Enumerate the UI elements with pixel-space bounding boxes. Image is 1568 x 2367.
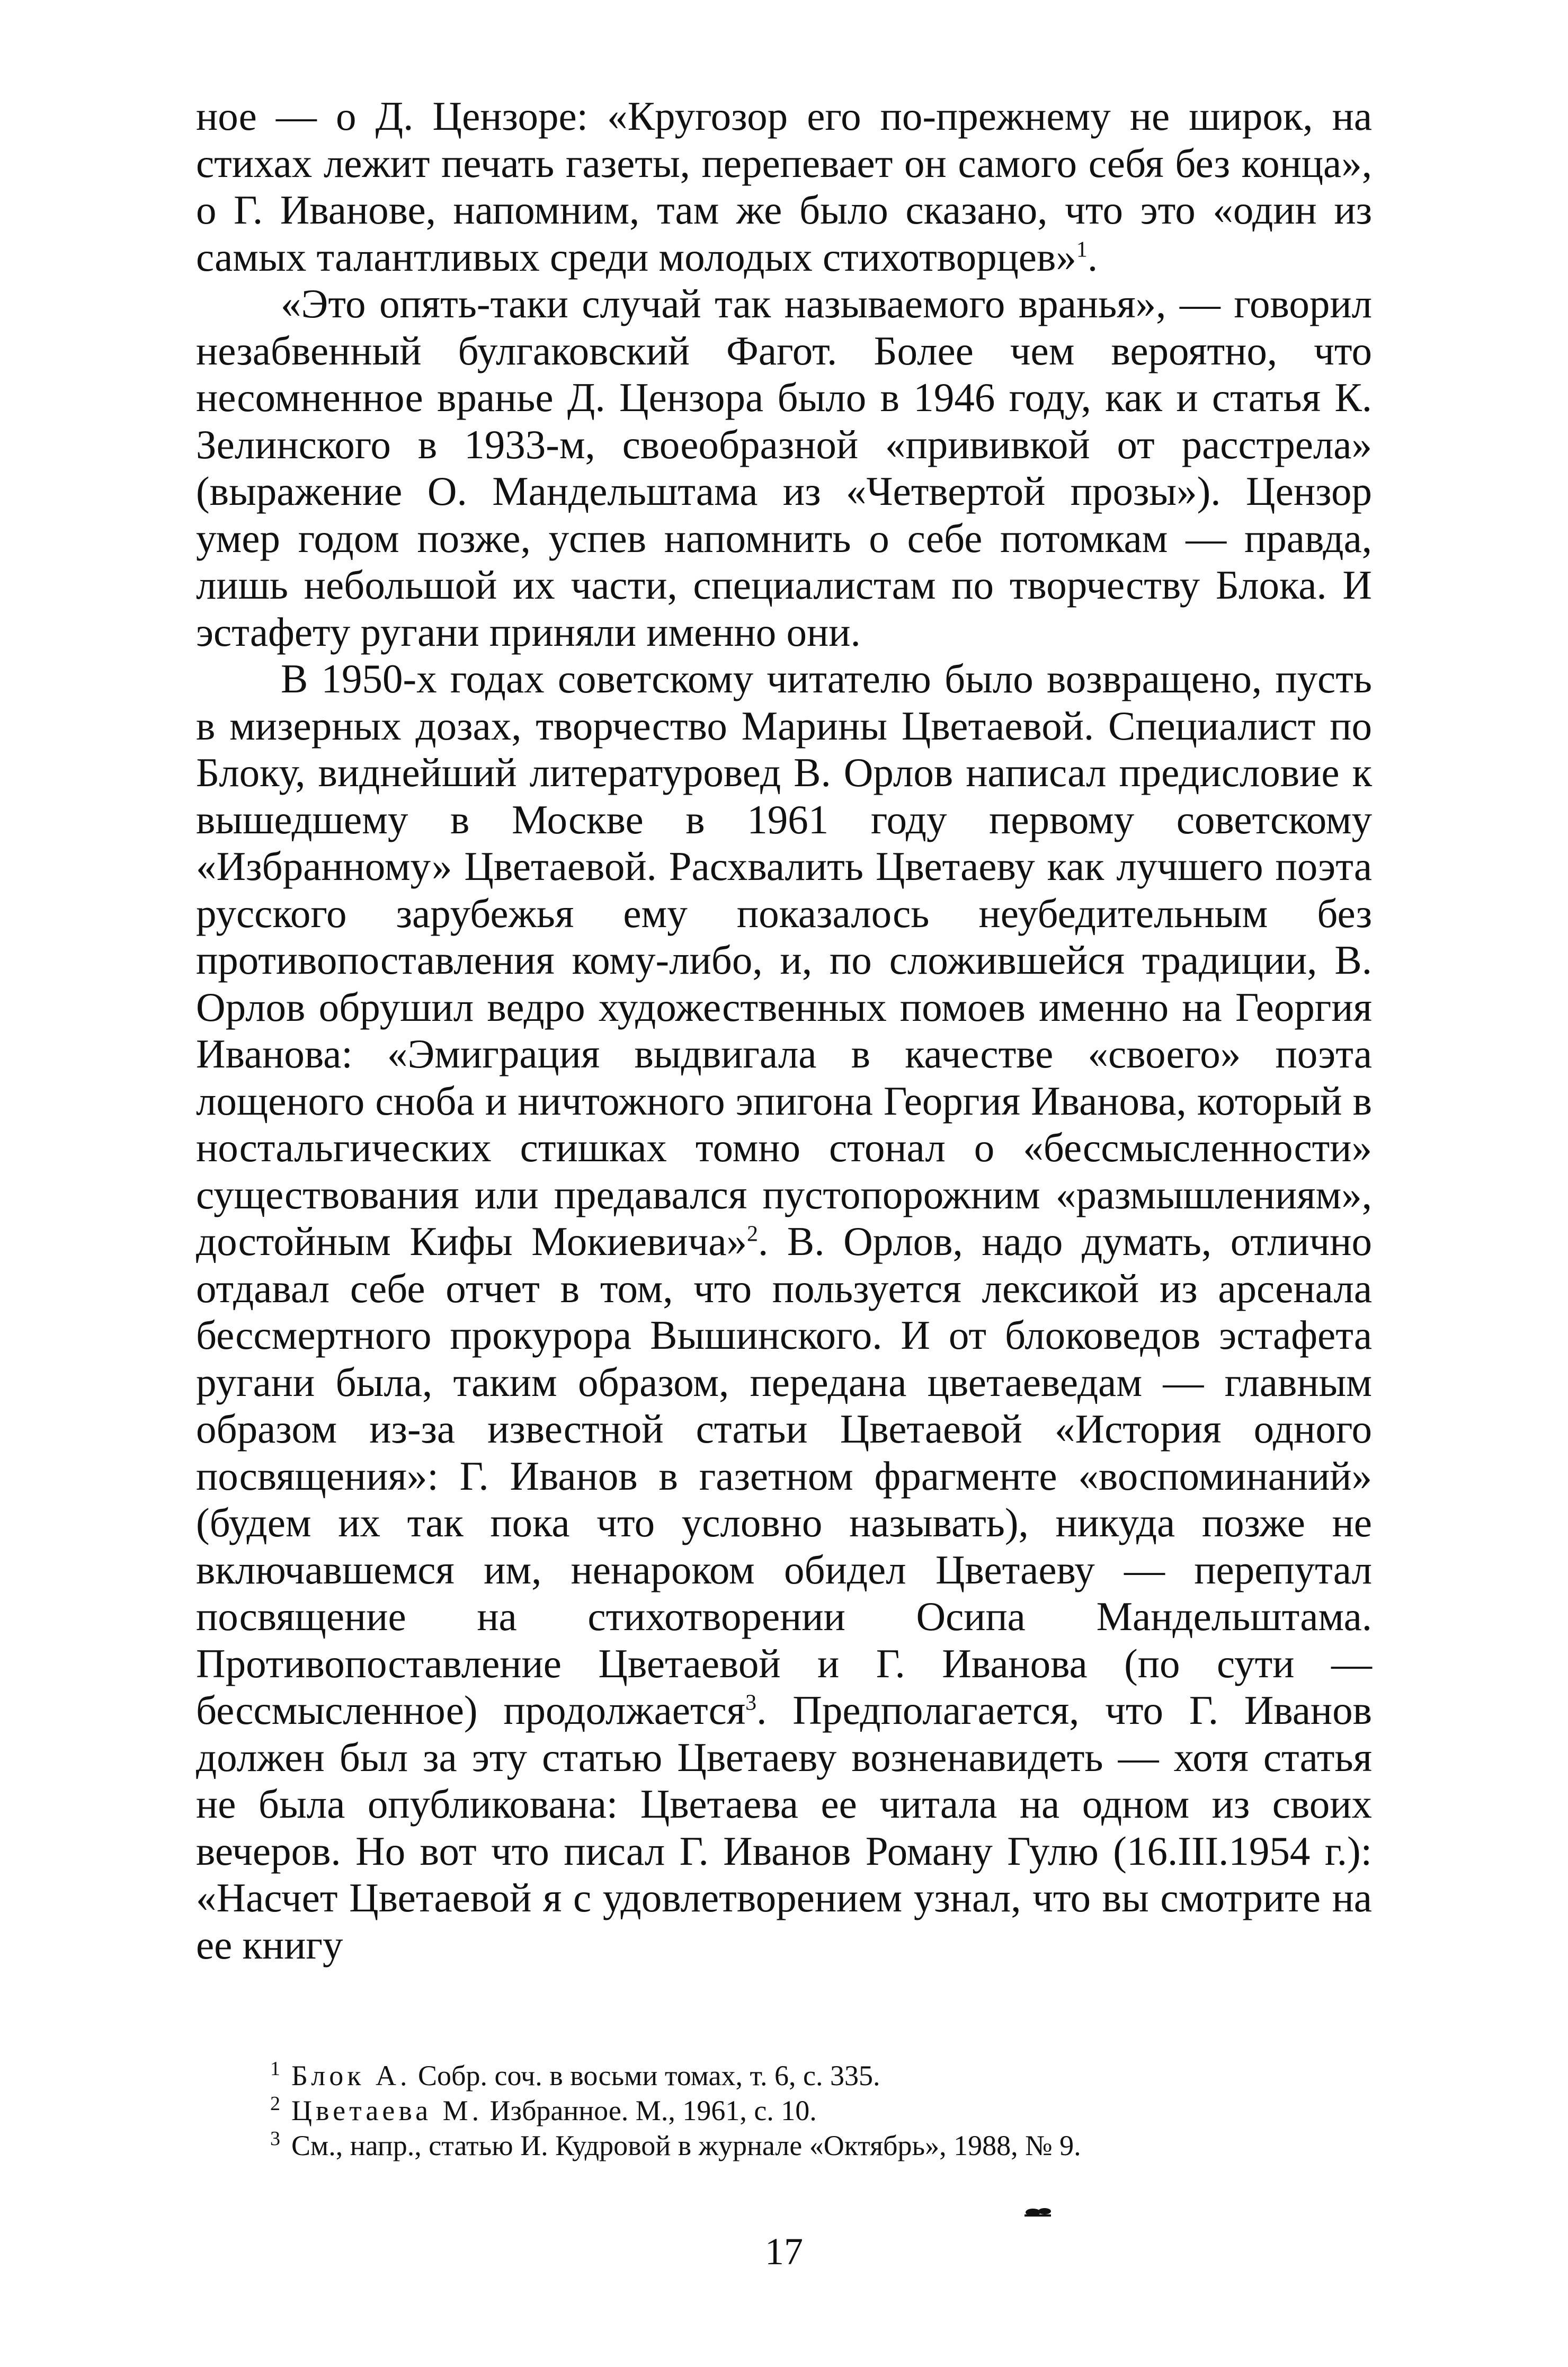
paragraph-text: ное — о Д. Цензоре: «Кругозор его по-прежнему не широк, на стихах лежит печать газеты, перепевает он самого себя без конца», о Г. Иванове, напомним, там же было сказано, что это «один из самых талантливых среди молодых стихотворцев» <box>196 93 1372 280</box>
paragraph-text: «Это опять-таки случай так называемого вранья», — говорил незабвенный булгаковский Фагот. Более чем вероятно, что несомненное вранье Д. Цензора было в 1946 году, как и статья К. Зелинского в 1933-м, своеобразной «прививкой от расстрела» (выражение О. Мандельштама из «Четвертой прозы»). Цензор умер годом позже, успев напомнить о себе потомкам — правда, лишь небольшой их части, специалистам по творчеству Блока. И эстафету ругани приняли именно они. <box>196 281 1372 655</box>
paragraph-text: . Предполагается, что Г. Иванов должен был за эту статью Цветаеву возненавидеть — хотя статья не была опубликована: Цветаева ее читала на одном из своих вечеров. Но вот что писал Г. Иванов Роману Гулю (16.III.1954 г.): «Насчет Цветаевой я с удовлетворением узнал, что вы смотрите на ее книгу <box>196 1687 1372 1968</box>
footnote-text: Собр. соч. в восьми томах, т. 6, с. 335. <box>411 2060 880 2092</box>
footnote: 3 См., напр., статью И. Кудровой в журнале «Октябрь», 1988, № 9. <box>270 2128 1081 2161</box>
footnote-reference: 3 <box>745 1690 757 1715</box>
footnote: 1 Блок А. Собр. соч. в восьми томах, т. 6, с. 335. <box>270 2058 880 2092</box>
footnote-reference: 2 <box>747 1222 759 1247</box>
paragraph-text: В 1950-х годах советскому читателю было возвращено, пусть в мизерных дозах, творчество Марины Цветаевой. Специалист по Блоку, виднейший литературовед В. Орлов написал предисловие к вышедшему в Москве в 1961 году первому советскому «Избранному» Цветаевой. Расхвалить Цветаеву как лучшего поэта русского зарубежья ему показалось неубедительным без противопоставления кому-либо, и, по сложившейся традиции, В. Орлов обрушил ведро художественных помоев именно на Георгия Иванова: «Эмиграция выдвигала в качестве «своего» поэта лощеного сноба и ничтожного эпигона Георгия Иванова, который в ностальгических стишках томно стонал о «бессмысленности» существования или предавался пустопорожним «размышлениям», достойным Кифы Мокиевича» <box>196 656 1372 1264</box>
printer-ornament-icon <box>1022 2204 1054 2220</box>
paragraph <box>196 655 1372 1968</box>
footnotes <box>270 2058 1330 2163</box>
footnote: 2 Цветаева М. Избранное. М., 1961, с. 10. <box>270 2093 817 2126</box>
footnote-text: Избранное. М., 1961, с. 10. <box>483 2095 817 2126</box>
footnote-reference: 1 <box>1076 237 1088 262</box>
paragraph-text: . <box>1087 234 1098 280</box>
paragraph <box>196 93 1372 280</box>
footnote-text: См., напр., статью И. Кудровой в журнале «Октябрь», 1988, № 9. <box>291 2130 1081 2161</box>
footnote-author: Цветаева М. <box>291 2095 483 2126</box>
paragraph-text: . В. Орлов, надо думать, отлично отдавал себе отчет в том, что пользуется лексикой из арсенала бессмертного прокурора Вышинского. И от блоковедов эстафета ругани была, таким образом, передана цветаеведам — главным образом из-за известной статьи Цветаевой «История одного посвящения»: Г. Иванов в газетном фрагменте «воспоминаний» (будем их так пока что условно называть), никуда позже не включавшемся им, ненароком обидел Цветаеву — перепутал посвящение на стихотворении Осипа Мандельштама. Противопоставление Цветаевой и Г. Иванова (по сути — бессмысленное) продолжается <box>196 1218 1372 1733</box>
paragraph <box>196 280 1372 655</box>
footnote-author: Блок А. <box>291 2060 411 2092</box>
main-text <box>196 93 1372 1968</box>
page-number: 17 <box>765 2230 803 2273</box>
